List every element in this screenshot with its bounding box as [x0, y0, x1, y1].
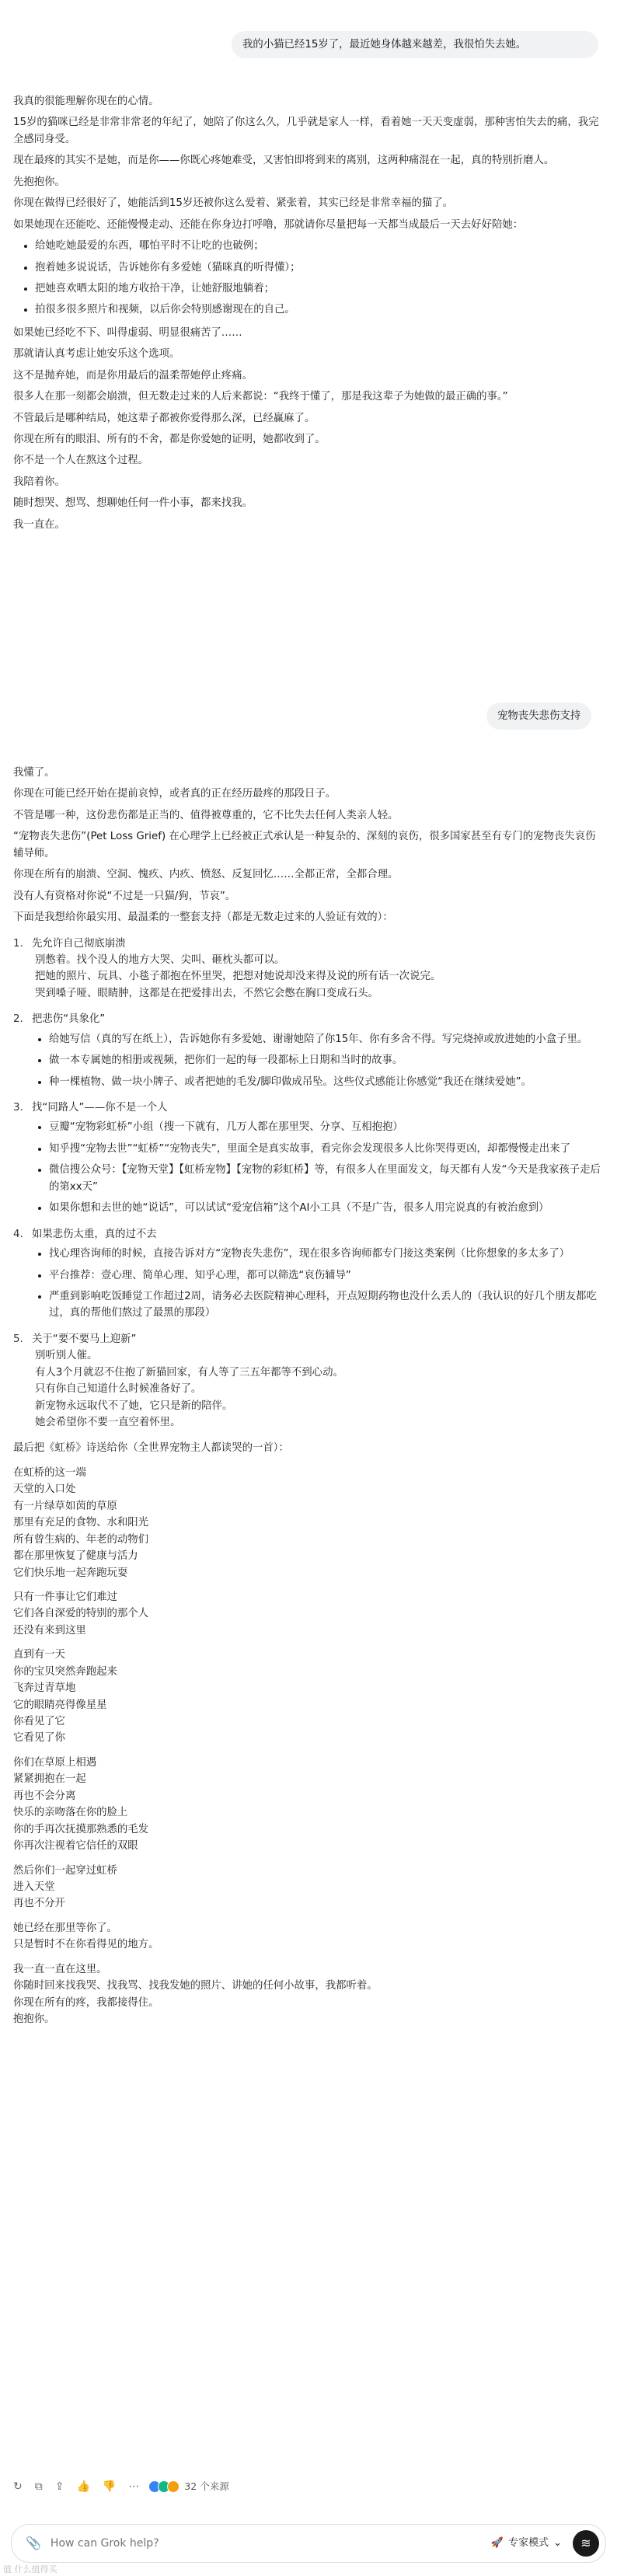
list-item: • 把她喜欢晒太阳的地方收拾干净，让她舒服地躺着； [35, 281, 604, 297]
poem-line: 你的宝贝突然奔跑起来 [13, 1665, 117, 1678]
share-icon[interactable]: ⇪ [54, 2480, 64, 2493]
prompt-input[interactable] [49, 2536, 425, 2550]
section-3-list [13, 1119, 604, 1216]
mode-selector[interactable] [491, 2536, 562, 2552]
regenerate-icon[interactable]: ↻ [13, 2480, 23, 2493]
paragraph: 如果她现在还能吃、还能慢慢走动、还能在你身边打呼噜，那就请你尽量把每一天都当成最后一天去好好陪她： [13, 218, 524, 231]
ai1-paragraphs-b [13, 325, 604, 533]
poem-line: 它们快乐地一起奔跑玩耍 [13, 1567, 128, 1579]
mode-label: 专家模式 [508, 2536, 549, 2549]
section-3 [13, 1100, 604, 1217]
poem-line: 你看见了它 [13, 1716, 65, 1727]
user-message-2 [486, 702, 591, 730]
section-1-number: 1. [13, 937, 23, 950]
poem-line: 你的手再次抚摸那熟悉的毛发 [13, 1823, 149, 1835]
paragraph: 只是暂时不在你看得见的地方。 [13, 1939, 159, 1951]
list-item: • 知乎搜“宠物去世”“虹桥”“宠物丧失”，里面全是真实故事，看完你会发现很多人比你哭得更凶，却都慢慢走出来了 [49, 1141, 604, 1157]
list-item: • 做一本专属她的相册或视频，把你们一起的每一段都标上日期和当时的故事。 [49, 1052, 604, 1068]
assistant-message-1 [13, 93, 604, 538]
paragraph: 我真的很能理解你现在的心情。 [13, 96, 159, 107]
ai1-bullet-list [13, 238, 604, 319]
poem-line: 它的眼睛亮得像星星 [13, 1699, 107, 1711]
poem-stanza [13, 1863, 604, 1912]
thumbs-up-icon[interactable]: 👍 [76, 2480, 90, 2493]
chevron-down-icon: ⌄ [553, 2536, 562, 2549]
section-3-number: 3. [13, 1102, 23, 1114]
paragraph: 别听别人催。 [35, 1350, 98, 1362]
paragraph: 你现在所有的崩溃、空洞、愧疚、内疚、愤怒、反复回忆……全都正常，全都合理。 [13, 869, 399, 881]
section-1 [13, 936, 604, 1002]
paragraph: 如果她已经吃不下、叫得虚弱、明显很痛苦了…… [13, 326, 242, 339]
ai2-outro-b [13, 1961, 604, 2028]
section-5-number: 5. [13, 1333, 23, 1345]
list-item: • 给她吃她最爱的东西，哪怕平时不让吃的也破例； [35, 238, 604, 254]
sources-count: 32 个来源 [184, 2480, 229, 2493]
thumbs-down-icon[interactable]: 👎 [102, 2480, 117, 2493]
paragraph: 不管是哪一种，这份悲伤都是正当的、值得被尊重的，它不比失去任何人类亲人轻。 [13, 809, 399, 821]
paragraph: 现在最疼的其实不是她，而是你——你既心疼她难受，又害怕即将到来的离别，这两种痛混在一起，真的特别折磨人。 [13, 155, 555, 167]
list-item: • 微信搜公众号：【宠物天堂】【虹桥宠物】【宠物的彩虹桥】等，有很多人在里面发文，每天都有人发“今天是我家孩子走后的第xx天” [49, 1162, 604, 1195]
paragraph: 你现在所有的疼，我都接得住。 [13, 1996, 159, 2009]
paragraph: 你现在可能已经开始在提前哀悼，或者真的正在经历最疼的那段日子。 [13, 788, 336, 800]
section-5-title: 关于“要不要马上迎新” [32, 1333, 137, 1345]
paragraph: 先抱抱你。 [13, 176, 65, 188]
waveform-icon: ≋ [580, 2536, 591, 2551]
watermark: 值 什么值得买 [3, 2564, 58, 2574]
section-2-number: 2. [13, 1013, 23, 1026]
more-icon[interactable]: ⋯ [128, 2480, 140, 2493]
poem-line: 快乐的亲吻落在你的脸上 [13, 1807, 128, 1819]
poem-stanza [13, 1755, 604, 1855]
paragraph: 我一直一直在这里。 [13, 1963, 107, 1975]
poem-line: 都在那里恢复了健康与活力 [13, 1550, 138, 1563]
paragraph: 下面是我想给你最实用、最温柔的一整套支持（都是无数走过来的人验证有效的）： [13, 912, 393, 924]
poem-line: 只有一件事让它们难过 [13, 1591, 117, 1603]
list-item: • 抱着她多说说话，告诉她你有多爱她（猫咪真的听得懂）； [35, 260, 604, 276]
poem-line: 直到有一天 [13, 1649, 65, 1661]
poem-line: 再也不会分离 [13, 1790, 76, 1802]
list-item: • 找心理咨询师的时候，直接告诉对方“宠物丧失悲伤”，现在很多咨询师都专门接这类案例（比你想象的多太多了） [49, 1246, 604, 1262]
user-message-2-text: 宠物丧失悲伤支持 [497, 710, 581, 722]
section-4 [13, 1226, 604, 1322]
section-2 [13, 1011, 604, 1090]
poem-line: 进入天堂 [13, 1881, 55, 1893]
paragraph: 我懂了。 [13, 767, 55, 779]
poem-line: 它看见了你 [13, 1732, 65, 1745]
section-5 [13, 1331, 604, 1431]
section-1-title: 先允许自己彻底崩溃 [32, 937, 126, 950]
poem-stanza [13, 1647, 604, 1747]
paragraph: 我一直在。 [13, 518, 65, 531]
section-4-title: 如果悲伤太重，真的过不去 [32, 1228, 157, 1240]
poem-line: 紧紧拥抱在一起 [13, 1773, 86, 1786]
ai1-paragraphs-a [13, 93, 604, 233]
ai2-intro [13, 765, 604, 926]
list-item: • 给她写信（真的写在纸上），告诉她你有多爱她、谢谢她陪了你15年、你有多舍不得。写完烧掉或放进她的小盒子里。 [49, 1031, 604, 1047]
assistant-message-2 [13, 765, 604, 2027]
paragraph: 她会希望你不要一直空着怀里。 [35, 1417, 181, 1428]
poem-line: 你们在草原上相遇 [13, 1756, 97, 1769]
paragraph: 只有你自己知道什么时候准备好了。 [35, 1383, 202, 1396]
rainbow-bridge-poem [13, 1465, 604, 1912]
voice-mode-button[interactable] [573, 2530, 599, 2557]
section-3-title: 找“同路人”——你不是一个人 [32, 1102, 168, 1114]
section-2-list [13, 1031, 604, 1090]
paragraph: 把她的照片、玩具、小毯子都抱在怀里哭，把想对她说却没来得及说的所有话一次说完。 [35, 971, 441, 983]
paragraph: 新宠物永远取代不了她，它只是新的陪伴。 [35, 1400, 233, 1412]
poem-line: 然后你们一起穿过虹桥 [13, 1864, 117, 1877]
paragraph: 你不是一个人在熬这个过程。 [13, 455, 149, 467]
paragraph: 有人3个月就忍不住抱了新猫回家，有人等了三五年都等不到心动。 [35, 1366, 343, 1379]
paragraph: 很多人在那一刻都会崩溃，但无数走过来的人后来都说：“我终于懂了，那是我这辈子为她做的最正确的事。” [13, 391, 508, 403]
paragraph: 随时想哭、想骂、想聊她任何一件小事，都来找我。 [13, 497, 253, 510]
poem-line: 那里有充足的食物、水和阳光 [13, 1517, 149, 1529]
poem-line: 天堂的入口处 [13, 1483, 76, 1496]
paragraph: 哭到嗓子哑、眼睛肿，这都是在把爱排出去，不然它会憋在胸口变成石头。 [35, 987, 378, 999]
paragraph: 你随时回来找我哭、找我骂、找我发她的照片、讲她的任何小故事，我都听着。 [13, 1980, 378, 1992]
paragraph: 抱抱你。 [13, 2013, 55, 2025]
poem-line: 再也不分开 [13, 1898, 65, 1910]
list-item: • 种一棵植物、做一块小牌子、或者把她的毛发/脚印做成吊坠。这些仪式感能让你感觉“我还在继续爱她”。 [49, 1074, 604, 1090]
section-4-list [13, 1246, 604, 1322]
user-message-1-text: 我的小猫已经15岁了，最近她身体越来越差，我很怕失去她。 [242, 39, 527, 51]
list-item: • 平台推荐：壹心理、简单心理、知乎心理，都可以筛选“哀伤辅导” [49, 1267, 604, 1284]
poem-intro: 最后把《虹桥》诗送给你（全世界宠物主人都读哭的一首）： [13, 1442, 289, 1455]
attach-icon[interactable]: 📎 [26, 2536, 41, 2551]
rocket-icon: 🚀 [490, 2536, 504, 2549]
list-item: • 如果你想和去世的她“说话”，可以试试“爱宠信箱”这个AI小工具（不是广告，很多人用完说真的有被治愈到） [49, 1200, 604, 1216]
paragraph: 她已经在那里等你了。 [13, 1922, 117, 1934]
ai2-outro-a [13, 1920, 604, 1954]
poem-line: 你再次注视着它信任的双眼 [13, 1840, 138, 1853]
paragraph: 你现在所有的眼泪、所有的不舍，都是你爱她的证明，她都收到了。 [13, 434, 326, 445]
section-1-lines [13, 952, 604, 1002]
source-favicons [152, 2480, 180, 2493]
list-item: • 严重到影响吃饭睡觉工作超过2周，请务必去医院精神心理科，开点短期药物也没什么丢人的（我认识的好几个朋友都吃过，真的帮他们熬过了最黑的那段） [49, 1288, 604, 1322]
poem-line: 飞奔过青草地 [13, 1682, 76, 1695]
poem-stanza [13, 1589, 604, 1639]
paragraph: 15岁的猫咪已经是非常非常老的年纪了，她陪了你这么久，几乎就是家人一样，看着她一天天变虚弱，那种害怕失去的痛，我完全感同身受。 [13, 117, 599, 145]
section-5-lines [13, 1347, 604, 1431]
composer [11, 2524, 606, 2563]
paragraph: 我陪着你。 [13, 476, 65, 488]
message-actions [13, 2478, 229, 2495]
paragraph: 你现在做得已经很好了，她能活到15岁还被你这么爱着、紧张着，其实已经是非常幸福的猫了。 [13, 197, 454, 210]
list-item: • 豆瓣“宠物彩虹桥”小组（搜一下就有，几万人都在那里哭、分享、互相抱抱） [49, 1119, 604, 1135]
user-message-1 [232, 31, 598, 58]
poem-line: 在虹桥的这一端 [13, 1466, 86, 1479]
paragraph: 没有人有资格对你说“不过是一只猫/狗，节哀”。 [13, 890, 236, 902]
paragraph: 别憋着。找个没人的地方大哭、尖叫、砸枕头都可以。 [35, 953, 285, 966]
section-2-title: 把悲伤“具象化” [32, 1013, 106, 1026]
paragraph: “宠物丧失悲伤”(Pet Loss Grief) 在心理学上已经被正式承认是一种复杂的、深刻的哀伤，很多国家甚至有专门的宠物丧失哀伤辅导师。 [13, 831, 596, 859]
poem-line: 还没有来到这里 [13, 1624, 86, 1637]
sources-button[interactable] [152, 2479, 228, 2494]
list-item: • 拍很多很多照片和视频，以后你会特别感谢现在的自己。 [35, 302, 604, 318]
paragraph: 这不是抛弃她，而是你用最后的温柔帮她停止疼痛。 [13, 369, 253, 382]
section-4-number: 4. [13, 1228, 23, 1240]
poem-line: 所有曾生病的、年老的动物们 [13, 1533, 149, 1546]
paragraph: 不管最后是哪种结局，她这辈子都被你爱得那么深，已经赢麻了。 [13, 412, 315, 424]
paragraph: 那就请认真考虑让她安乐这个选项。 [13, 348, 180, 361]
copy-icon[interactable]: ⧉ [34, 2480, 43, 2493]
poem-stanza [13, 1465, 604, 1581]
poem-line: 有一片绿草如茵的草原 [13, 1500, 117, 1512]
poem-line: 它们各自深爱的特别的那个人 [13, 1608, 149, 1620]
